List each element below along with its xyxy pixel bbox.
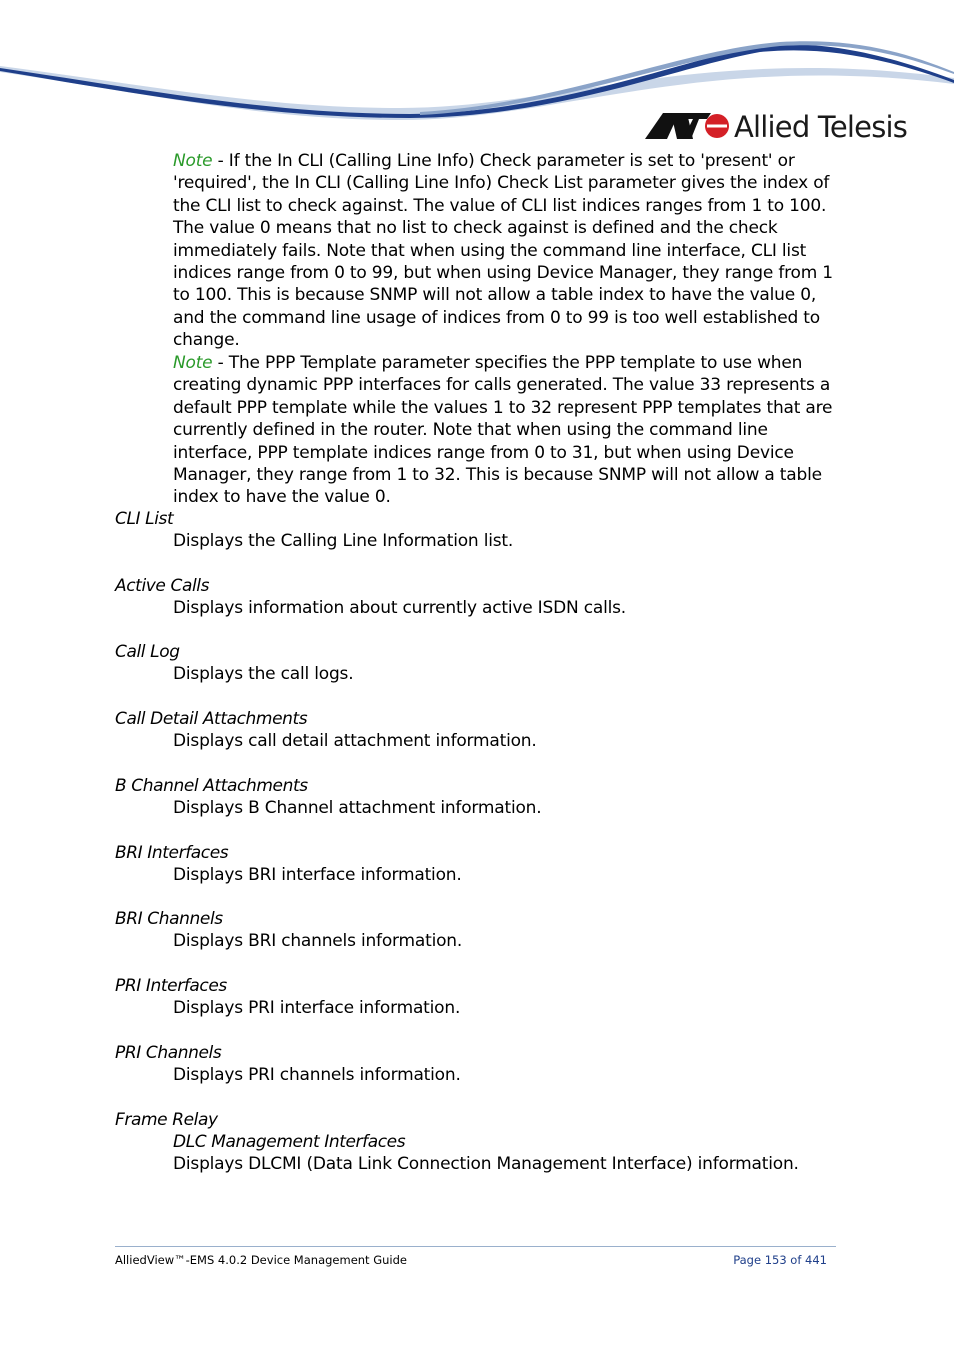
desc-pri-interfaces: Displays PRI interface information. [173, 998, 461, 1018]
term-cli-list: CLI List [115, 509, 174, 529]
note-label: Note [173, 151, 213, 171]
note-paragraph-cli [173, 150, 838, 352]
note-label: Note [173, 353, 213, 373]
note-text: - If the In CLI (Calling Line Info) Check parameter is set to 'present' or 'required', the In CLI (Calling Line Info) Check List parameter gives the index of the CLI list to check against. The value of CLI list indices ranges from 1 to 100. The value 0 means that no list to check against is defined and the check immediately fails. Note that when using the command line interface, CLI list indices range from 0 to 99, but when using Device Manager, they range from 1 to 100. This is because SNMP will not allow a table index to have the value 0, and the command line usage of indices from 0 to 99 is too well established to change. [173, 151, 833, 351]
term-bri-channels: BRI Channels [115, 909, 223, 929]
footer-page-number: Page 153 of 441 [733, 1253, 827, 1267]
desc-call-detail-attachments: Displays call detail attachment information. [173, 731, 537, 751]
footer-divider [115, 1246, 836, 1247]
term-pri-channels: PRI Channels [115, 1043, 222, 1063]
term-frame-relay: Frame Relay [115, 1110, 218, 1130]
desc-call-log: Displays the call logs. [173, 664, 354, 684]
desc-bri-channels: Displays BRI channels information. [173, 931, 463, 951]
desc-bri-interfaces: Displays BRI interface information. [173, 865, 462, 885]
term-active-calls: Active Calls [115, 576, 210, 596]
note-text: - The PPP Template parameter specifies the PPP template to use when creating dynamic PPP interfaces for calls generated. The value 33 represents a default PPP template while the values 1 to 32 represent PPP templates that are currently defined in the router. Note that when using the command line interface, PPP template indices range from 0 to 31, but when using Device Manager, they range from 1 to 32. This is because SNMP will not allow a table index to have the value 0. [173, 353, 833, 508]
allied-telesis-logo-mark-icon [645, 112, 730, 140]
term-call-detail-attachments: Call Detail Attachments [115, 709, 308, 729]
term-bri-interfaces: BRI Interfaces [115, 843, 229, 863]
term-pri-interfaces: PRI Interfaces [115, 976, 227, 996]
term-b-channel-attachments: B Channel Attachments [115, 776, 308, 796]
desc-b-channel-attachments: Displays B Channel attachment information. [173, 798, 542, 818]
desc-cli-list: Displays the Calling Line Information list. [173, 531, 514, 551]
footer-document-title: AlliedView™-EMS 4.0.2 Device Management Guide [115, 1253, 407, 1267]
subterm-dlc-management-interfaces: DLC Management Interfaces [173, 1132, 406, 1152]
desc-pri-channels: Displays PRI channels information. [173, 1065, 461, 1085]
term-call-log: Call Log [115, 642, 180, 662]
desc-dlc-management-interfaces: Displays DLCMI (Data Link Connection Management Interface) information. [173, 1154, 799, 1174]
allied-telesis-logo-text: Allied Telesis [734, 110, 908, 144]
allied-telesis-logo [645, 108, 908, 148]
desc-active-calls: Displays information about currently active ISDN calls. [173, 598, 626, 618]
note-paragraph-ppp [173, 352, 838, 509]
